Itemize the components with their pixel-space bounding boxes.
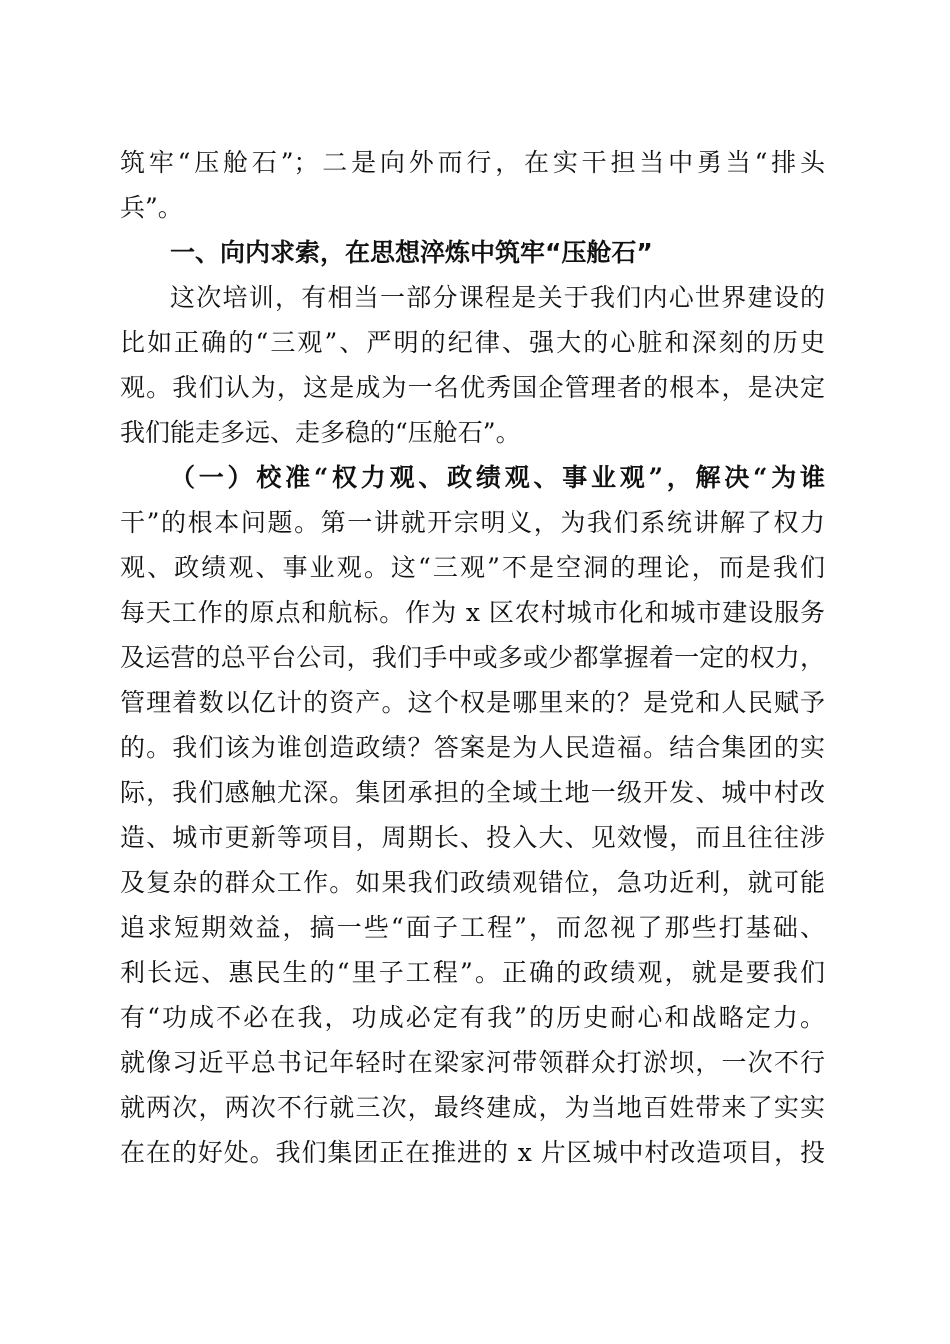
text-line: 干”的根本问题。第一讲就开宗明义，为我们系统讲解了权力 bbox=[120, 508, 825, 537]
text-line: 利长远、惠民生的“里子工程”。正确的政绩观，就是要我们 bbox=[120, 958, 825, 987]
text-line: 观、政绩观、事业观。这“三观”不是空洞的理论，而是我们 bbox=[120, 553, 825, 582]
text-line: 追求短期效益，搞一些“面子工程”，而忽视了那些打基础、 bbox=[120, 913, 825, 942]
text-line: 每天工作的原点和航标。作为 x 区农村城市化和城市建设服务 bbox=[120, 598, 825, 627]
text-line: 比如正确的“三观”、严明的纪律、强大的心脏和深刻的历史 bbox=[120, 328, 825, 357]
text-line: 兵”。 bbox=[120, 193, 183, 222]
text-line: 观。我们认为，这是成为一名优秀国企管理者的根本，是决定 bbox=[120, 373, 825, 402]
text-line: 就像习近平总书记年轻时在梁家河带领群众打淤坝，一次不行 bbox=[120, 1048, 825, 1077]
text-line: 及复杂的群众工作。如果我们政绩观错位，急功近利，就可能 bbox=[120, 868, 825, 897]
text-line: 及运营的总平台公司，我们手中或多或少都掌握着一定的权力， bbox=[120, 643, 825, 672]
text-line: 管理着数以亿计的资产。这个权是哪里来的？是党和人民赋予 bbox=[120, 688, 825, 717]
text-line: 就两次，两次不行就三次，最终建成，为当地百姓带来了实实 bbox=[120, 1093, 825, 1122]
text-line: 有“功成不必在我，功成必定有我”的历史耐心和战略定力。 bbox=[120, 1003, 825, 1032]
text-line: 造、城市更新等项目，周期长、投入大、见效慢，而且往往涉 bbox=[120, 823, 825, 852]
text-line: 我们能走多远、走多稳的“压舱石”。 bbox=[120, 418, 521, 447]
text-line: 筑牢“压舱石”；二是向外而行，在实干担当中勇当“排头 bbox=[120, 148, 825, 177]
section-heading: 一、向内求索，在思想淬炼中筑牢“压舱石” bbox=[170, 238, 653, 267]
text-line: 在在的好处。我们集团正在推进的 x 片区城中村改造项目，投 bbox=[120, 1138, 825, 1167]
text-line: 的。我们该为谁创造政绩？答案是为人民造福。结合集团的实 bbox=[120, 733, 825, 762]
text-line: 这次培训，有相当一部分课程是关于我们内心世界建设的 bbox=[170, 283, 825, 312]
subsection-heading-line: （一）校准“权力观、政绩观、事业观”，解决“为谁 bbox=[170, 463, 825, 492]
text-line: 际，我们感触尤深。集团承担的全域土地一级开发、城中村改 bbox=[120, 778, 825, 807]
